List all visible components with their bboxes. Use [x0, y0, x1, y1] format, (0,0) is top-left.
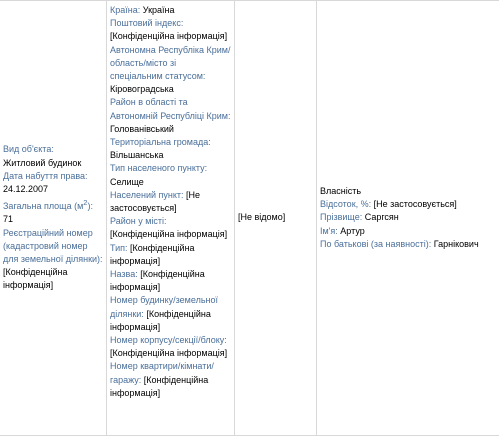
- address-field-value: [Конфіденційна інформація]: [110, 31, 228, 42]
- share-label: Відсоток, %:: [320, 199, 372, 210]
- surname-label: Прізвище:: [320, 212, 363, 223]
- address-field-label: Населений пункт:: [110, 189, 184, 200]
- address-field: [110, 294, 231, 334]
- address-field-label: Номер квартири/кімнати/гаражу:: [110, 361, 214, 385]
- object-type-label: Вид об'єкта:: [3, 144, 54, 155]
- address-field-label: Територіальна громада:: [110, 137, 211, 148]
- value-unknown: [Не відомо]: [238, 212, 286, 223]
- address-field-value: Вільшанська: [110, 150, 164, 161]
- address-field: [110, 215, 231, 241]
- ownership-title: Власність: [320, 185, 362, 196]
- address-cell: [107, 1, 235, 436]
- address-field-label: Тип:: [110, 242, 128, 253]
- ownership-cell: [317, 1, 499, 436]
- address-field-label: Номер будинку/земельної ділянки:: [110, 295, 218, 319]
- address-field: [110, 162, 231, 188]
- area-label-suffix: ):: [87, 201, 93, 212]
- surname-row: [320, 211, 496, 224]
- address-field: [110, 268, 231, 294]
- address-field-label: Номер корпусу/секції/блоку:: [110, 335, 227, 346]
- name-value: Артур: [340, 225, 365, 236]
- address-field-label: Район в області та Автономній Республіці Крим:: [110, 97, 231, 121]
- area-row: [3, 196, 103, 226]
- address-field: [110, 17, 231, 43]
- address-field-value: [Конфіденційна інформація]: [110, 229, 228, 240]
- area-value: 71: [3, 214, 14, 225]
- address-field-label: Країна:: [110, 5, 141, 15]
- area-label: Загальна площа (м: [3, 201, 84, 212]
- name-label: Ім'я:: [320, 225, 338, 236]
- patronymic-value: Гарнікович: [433, 238, 479, 249]
- cadastral-number-label: Реєстраційний номер (кадастровий номер для земельної ділянки):: [3, 227, 103, 264]
- address-field-value: [Конфіденційна інформація]: [110, 374, 209, 398]
- value-cell: [235, 1, 317, 436]
- area-unit-exponent: 2: [83, 198, 88, 208]
- address-field-label: Поштовий індекс:: [110, 18, 184, 29]
- address-field-value: Україна: [142, 5, 175, 15]
- address-field: [110, 136, 231, 162]
- address-field-value: [Конфіденційна інформація]: [110, 348, 228, 359]
- share-value: [Не застосовується]: [373, 199, 457, 210]
- table-row: [0, 1, 499, 436]
- patronymic-row: [320, 238, 496, 251]
- address-field-value: [Конфіденційна інформація]: [110, 242, 195, 266]
- address-field: [110, 360, 231, 400]
- address-field-label: Тип населеного пункту:: [110, 163, 208, 174]
- address-field-value: Кіровоградська: [110, 84, 174, 95]
- surname-value: Саргсян: [364, 212, 399, 223]
- acquisition-date-value: 24.12.2007: [3, 183, 49, 194]
- address-field: [110, 96, 231, 136]
- object-type-value: Житловий будинок: [3, 157, 82, 168]
- address-field-value: Селище: [110, 176, 144, 187]
- address-field: [110, 189, 231, 215]
- address-field-label: Район у місті:: [110, 216, 167, 227]
- address-field-label: Автономна Республіка Крим/область/місто зі спеціальним статусом:: [110, 44, 231, 82]
- address-field: [110, 334, 231, 360]
- address-field: [110, 44, 231, 97]
- name-row: [320, 225, 496, 238]
- address-field-value: [Конфіденційна інформація]: [110, 269, 205, 293]
- address-field-value: [Не застосовується]: [110, 189, 201, 214]
- address-field-label: Назва:: [110, 269, 138, 280]
- object-cell: [0, 1, 107, 436]
- acquisition-date-label: Дата набуття права:: [3, 170, 88, 181]
- cadastral-number-value: [Конфіденційна інформація]: [3, 267, 68, 291]
- address-field: [110, 242, 231, 268]
- address-field: [110, 4, 231, 17]
- share-row: [320, 198, 496, 211]
- address-field-value: Голованівський: [110, 123, 174, 134]
- address-field-value: [Конфіденційна інформація]: [110, 308, 211, 332]
- patronymic-label: По батькові (за наявності):: [320, 238, 432, 249]
